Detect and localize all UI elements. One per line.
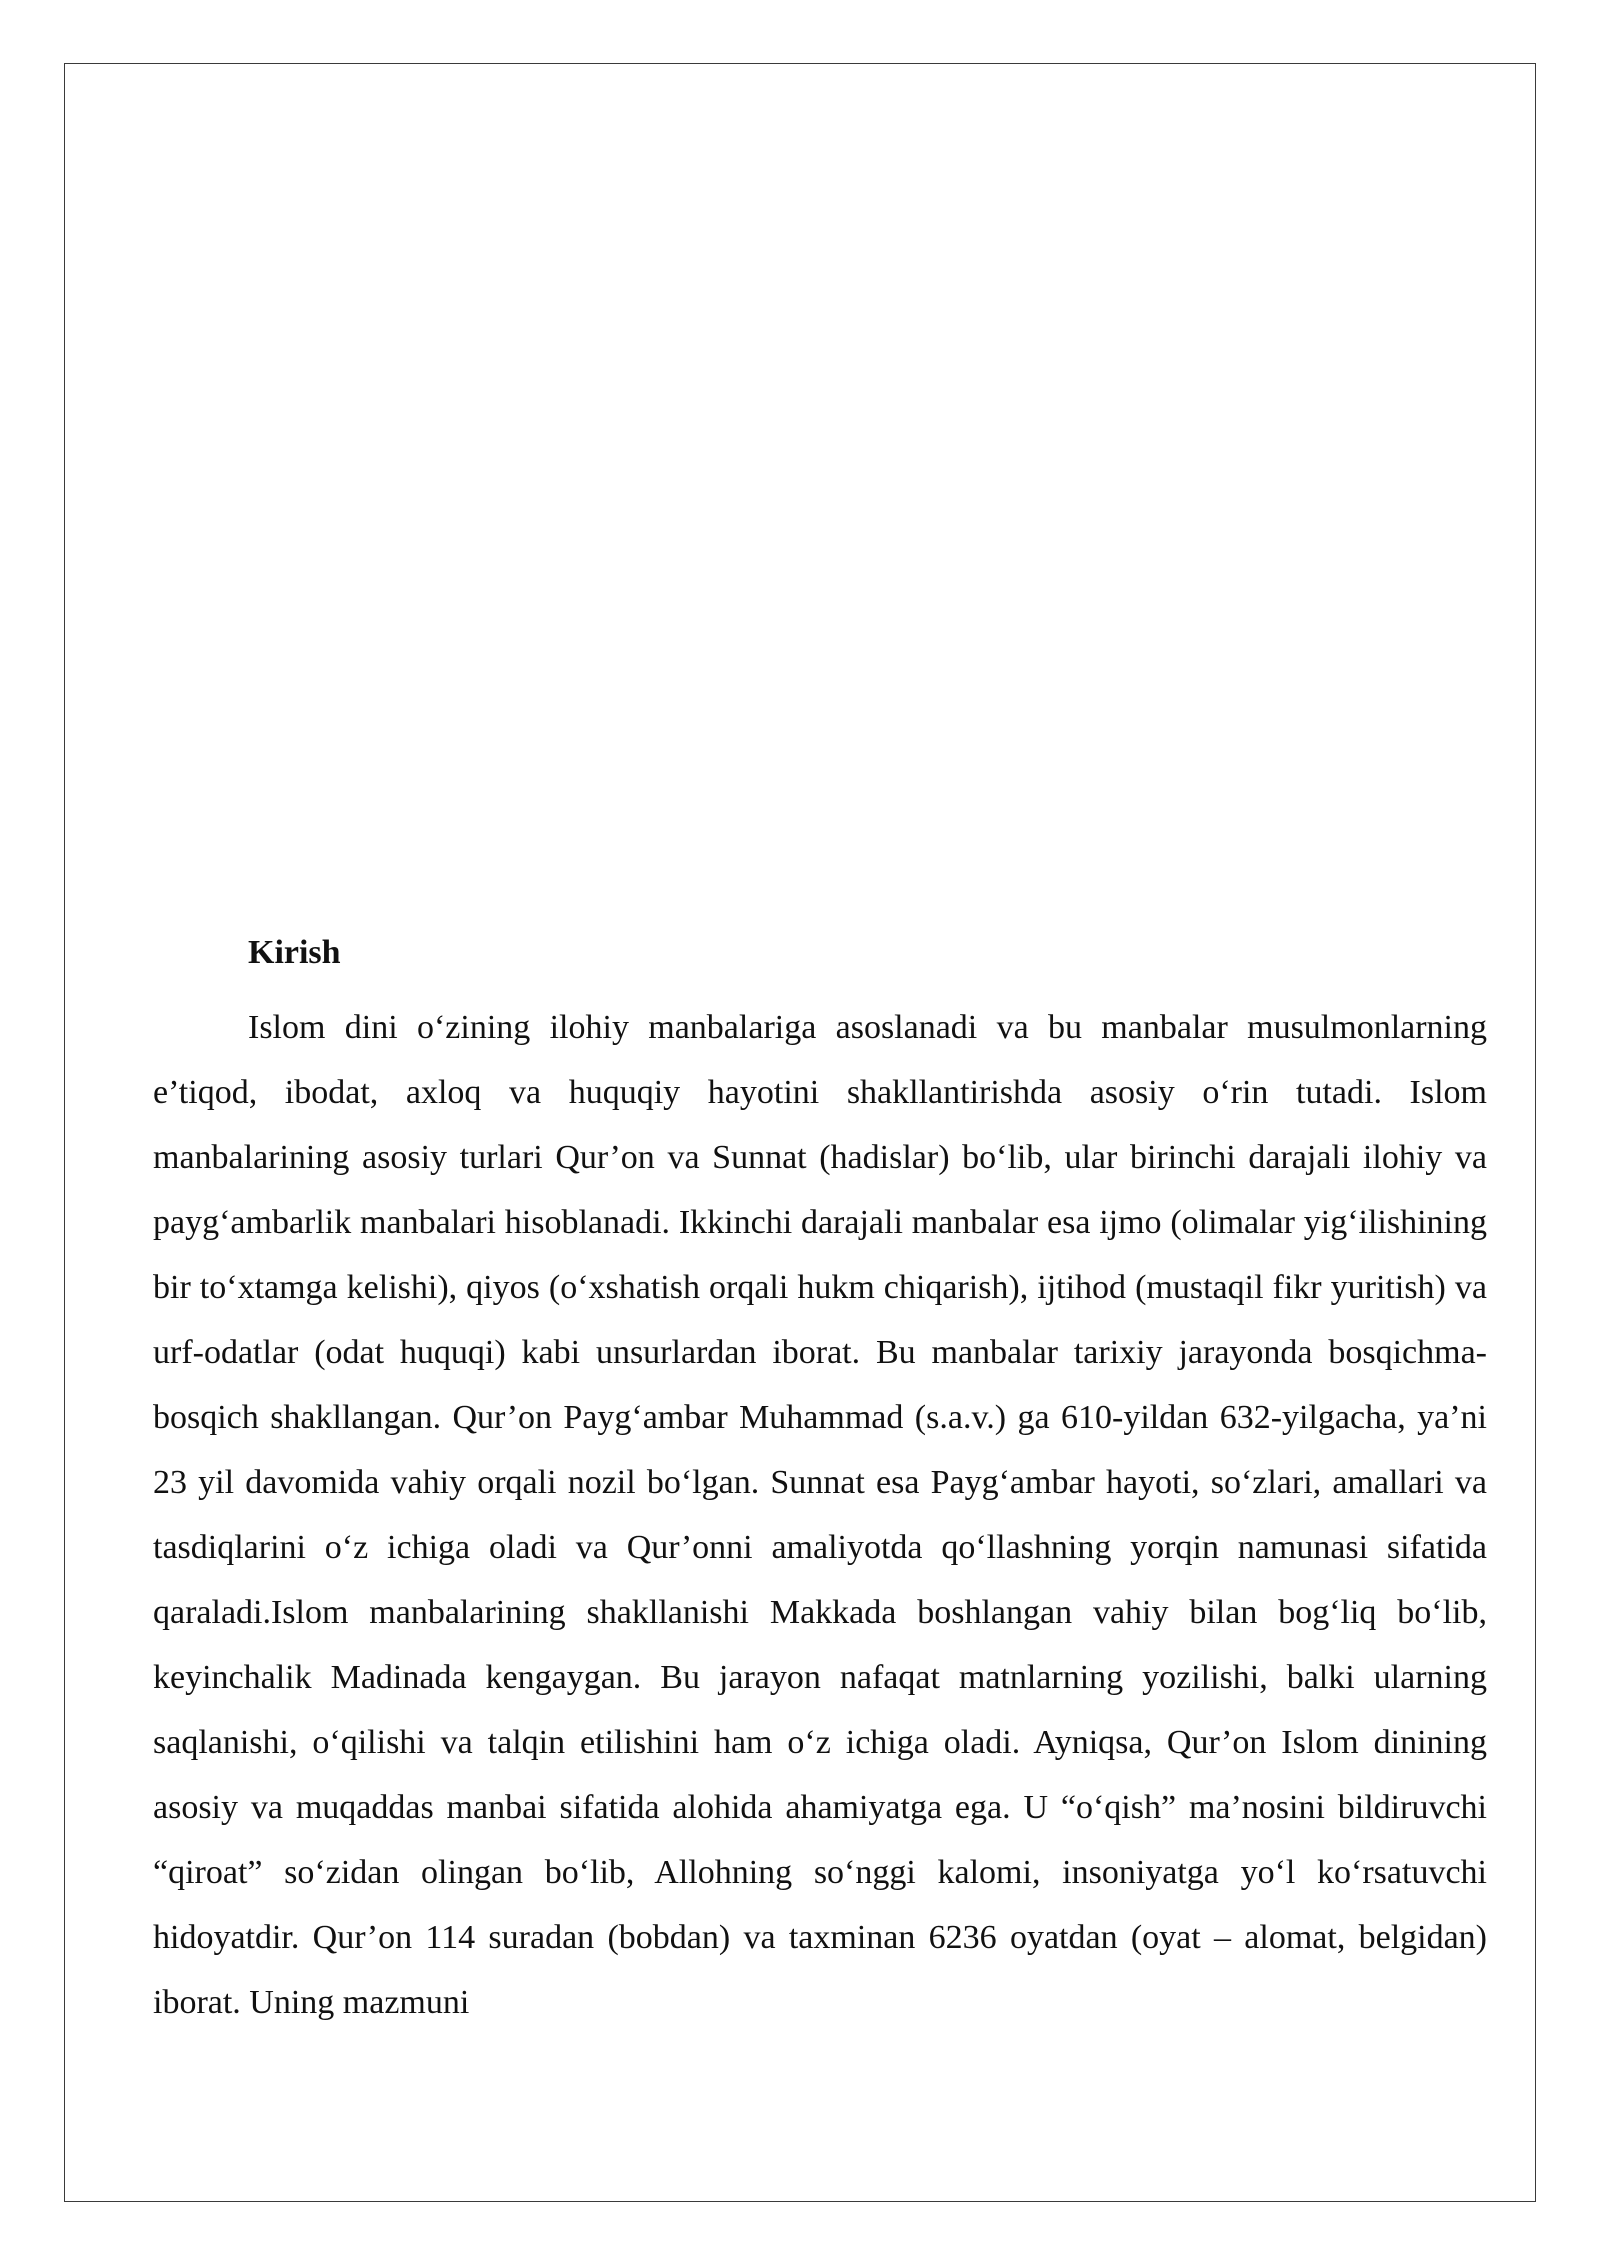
document-body	[153, 930, 1487, 2035]
body-paragraph: Islom dini o‘zining ilohiy manbalariga asoslanadi va bu manbalar musulmonlarning e’tiqod, ibodat, axloq va huquqiy hayotini shakllantirishda asosiy o‘rin tutadi. Islom manbalarining asosiy turlari Qur’on va Sunnat (hadislar) bo‘lib, ular birinchi darajali ilohiy va payg‘ambarlik manbalari hisoblanadi. Ikkinchi darajali manbalar esa ijmo (olimalar yig‘ilishining bir to‘xtamga kelishi), qiyos (o‘xshatish orqali hukm chiqarish), ijtihod (mustaqil fikr yuritish) va urf-odatlar (odat huquqi) kabi unsurlardan iborat. Bu manbalar tarixiy jarayonda bosqichma-bosqich shakllangan. Qur’on Payg‘ambar Muhammad (s.a.v.) ga 610-yildan 632-yilgacha, ya’ni 23 yil davomida vahiy orqali nozil bo‘lgan. Sunnat esa Payg‘ambar hayoti, so‘zlari, amallari va tasdiqlarini o‘z ichiga oladi va Qur’onni amaliyotda qo‘llashning yorqin namunasi sifatida qaraladi.Islom manbalarining shakllanishi Makkada boshlangan vahiy bilan bog‘liq bo‘lib, keyinchalik Madinada kengaygan. Bu jarayon nafaqat matnlarning yozilishi, balki ularning saqlanishi, o‘qilishi va talqin etilishini ham o‘z ichiga oladi. Ayniqsa, Qur’on Islom dinining asosiy va muqaddas manbai sifatida alohida ahamiyatga ega. U “o‘qish” ma’nosini bildiruvchi “qiroat” so‘zidan olingan bo‘lib, Allohning so‘nggi kalomi, insoniyatga yo‘l ko‘rsatuvchi hidoyatdir. Qur’on 114 suradan (bobdan) va taxminan 6236 oyatdan (oyat – alomat, belgidan) iborat. Uning mazmuni	[153, 1009, 1487, 2021]
section-heading: Kirish	[248, 934, 341, 971]
